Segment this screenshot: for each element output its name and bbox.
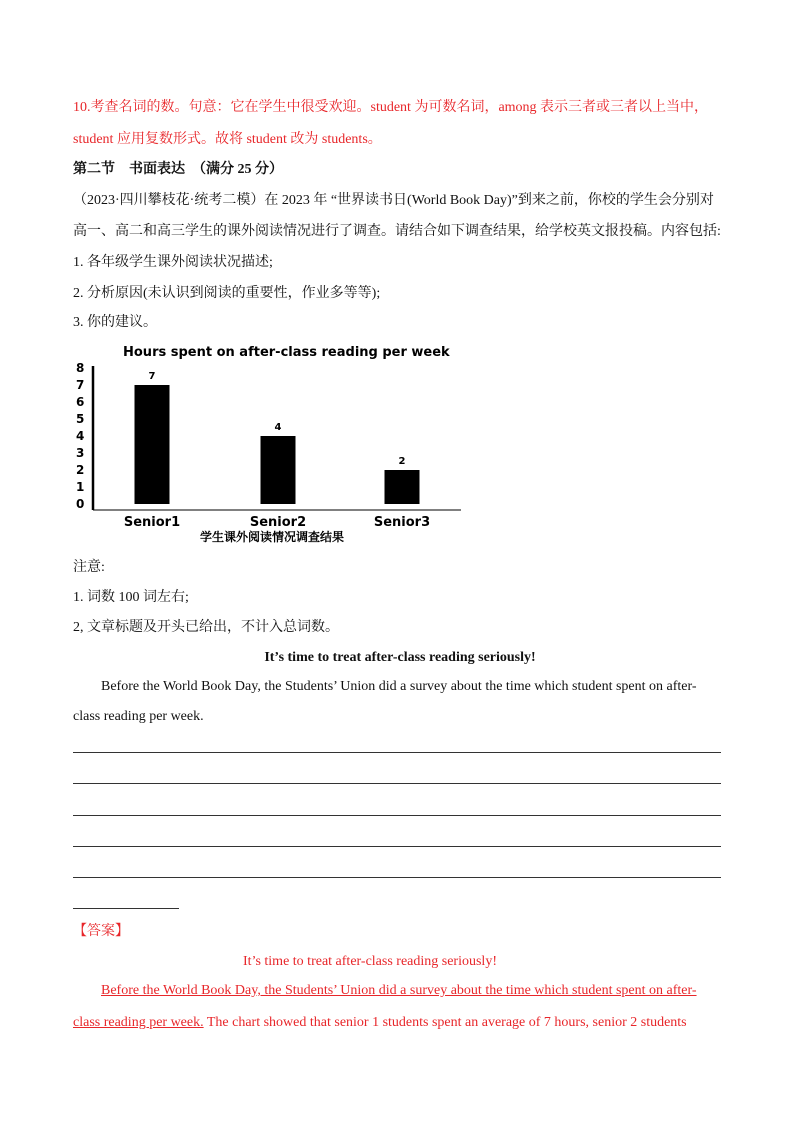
answer-line-2-underlined: class reading per week. (73, 1015, 204, 1030)
chart-title: Hours spent on after-class reading per week (123, 345, 450, 360)
reading-hours-chart (60, 338, 470, 550)
section-heading: 第二节 书面表达 （满分 25 分） (73, 162, 283, 177)
y-tick-label: 6 (76, 395, 85, 409)
data-label: 7 (148, 371, 156, 382)
bar-senior2 (261, 436, 296, 504)
prompt-item-1: 1. 各年级学生课外阅读状况描述; (73, 255, 273, 270)
writing-line-4 (73, 846, 721, 847)
data-label: 4 (274, 422, 282, 433)
y-tick-label: 5 (76, 412, 85, 426)
data-label: 2 (398, 456, 406, 467)
chart-caption: 学生课外阅读情况调查结果 (200, 530, 345, 544)
prompt-line-1: （2023·四川攀枝花·统考二模）在 2023 年 “世界读书日(World Book Day)”到来之前，你校的学生会分别对 (73, 193, 714, 208)
footnote-separator (73, 908, 179, 909)
x-tick-label: Senior3 (373, 515, 431, 530)
writing-line-5 (73, 877, 721, 878)
y-tick-label: 7 (76, 378, 85, 392)
prompt-item-3: 3. 你的建议。 (73, 315, 157, 330)
x-axis-labels (124, 515, 430, 530)
y-tick-label: 3 (76, 446, 85, 460)
prompt-line-2: 高一、高二和高三学生的课外阅读情况进行了调查。请结合如下调查结果，给学校英文报投稿。内容包括: (73, 224, 721, 239)
answer-line-2 (73, 1013, 687, 1033)
notes-label: 注意: (73, 560, 105, 575)
y-tick-label: 0 (76, 497, 85, 511)
bar-senior1 (135, 385, 170, 504)
y-tick-label: 8 (76, 361, 85, 375)
answer-title: It’s time to treat after-class reading seriously! (243, 954, 497, 969)
answer-line-2-rest: The chart showed that senior 1 students spent an average of 7 hours, senior 2 students (203, 1015, 687, 1030)
essay-title: It’s time to treat after-class reading seriously! (264, 650, 536, 665)
essay-opening-line-2: class reading per week. (73, 709, 204, 724)
prompt-item-2: 2. 分析原因(未认识到阅读的重要性，作业多等等); (73, 286, 381, 301)
chart-bars (135, 371, 420, 504)
x-tick-label: Senior1 (123, 515, 181, 530)
answer-label: 【答案】 (73, 924, 129, 939)
writing-line-3 (73, 815, 721, 816)
y-tick-label: 4 (76, 429, 85, 443)
writing-line-1 (73, 752, 721, 753)
essay-opening-line-1: Before the World Book Day, the Students’ Union did a survey about the time which student spent on after- (101, 679, 697, 694)
explanation-line-1: 10.考查名词的数。句意：它在学生中很受欢迎。student 为可数名词，among 表示三者或三者以上当中， (73, 100, 709, 115)
y-tick-label: 1 (76, 480, 85, 494)
answer-line-1: Before the World Book Day, the Students’ Union did a survey about the time which student spent on after- (101, 983, 697, 998)
y-axis-ticks (76, 361, 84, 511)
bar-senior3 (385, 470, 420, 504)
x-tick-label: Senior2 (249, 515, 307, 530)
explanation-line-2: student 应用复数形式。故将 student 改为 students。 (73, 132, 382, 147)
notes-item-1: 1. 词数 100 词左右; (73, 590, 189, 605)
notes-item-2: 2, 文章标题及开头已给出，不计入总词数。 (73, 620, 339, 635)
y-tick-label: 2 (76, 463, 85, 477)
writing-line-2 (73, 783, 721, 784)
